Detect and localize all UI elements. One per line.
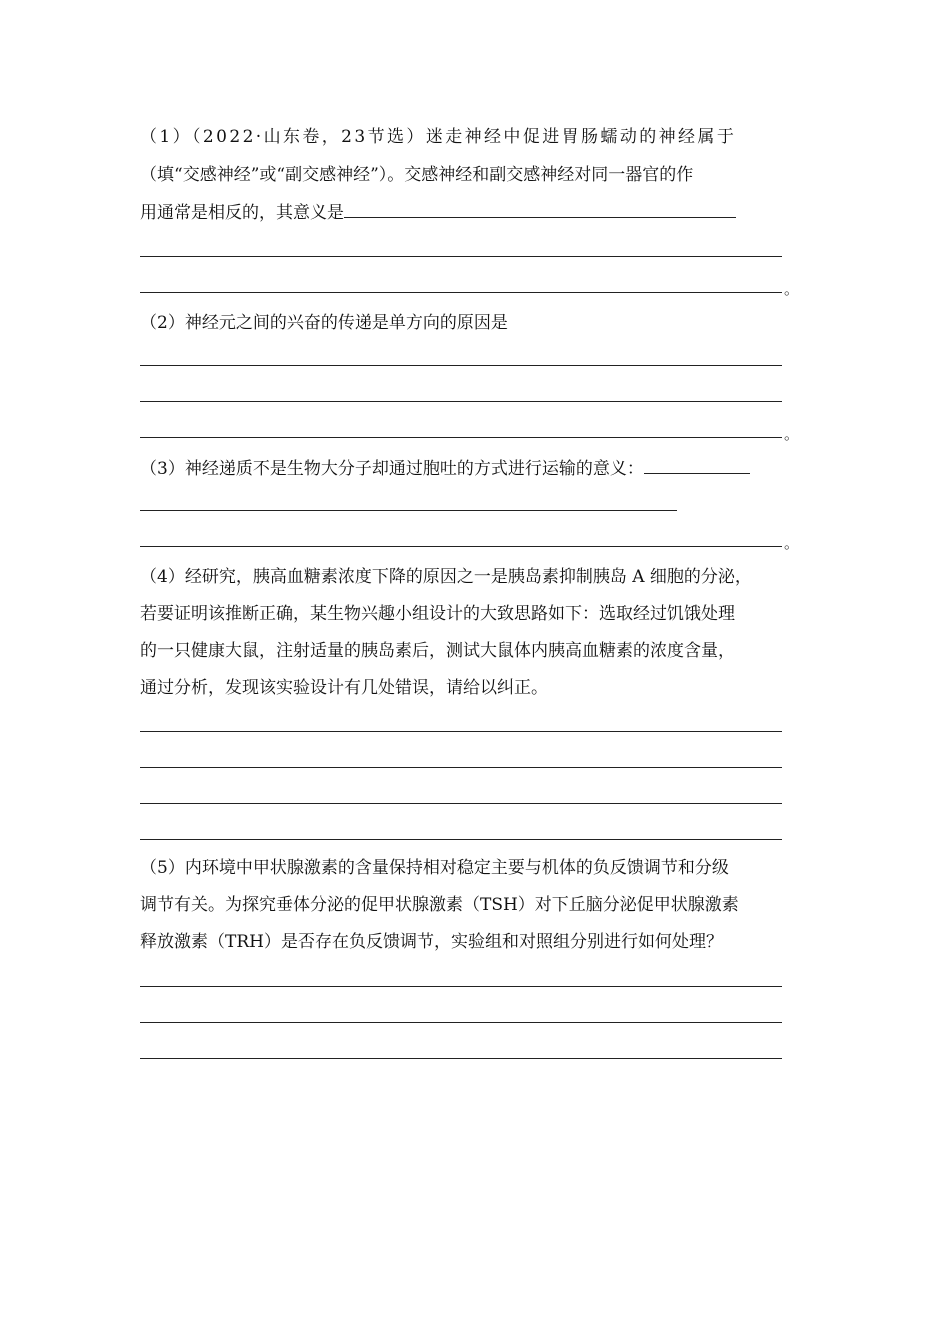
q2-end-mark: 。 <box>784 425 800 443</box>
q1-line-2: （填“交感神经”或“副交感神经”）。交感神经和副交感神经对同一器官的作 <box>140 165 694 185</box>
q5-answer-blank-3[interactable] <box>140 1058 782 1059</box>
q5-answer-blank-1[interactable] <box>140 986 782 987</box>
q4-line-4: 通过分析，发现该实验设计有几处错误，请给以纠正。 <box>140 678 548 698</box>
q2-answer-blank-1[interactable] <box>140 365 782 366</box>
q5-line-1: （5）内环境中甲状腺激素的含量保持相对稳定主要与机体的负反馈调节和分级 <box>140 858 729 878</box>
q5-line-3: 释放激素（TRH）是否存在负反馈调节，实验组和对照组分别进行如何处理？ <box>140 932 723 952</box>
q1-line-1: （1）（2022·山东卷，23节选）迷走神经中促进胃肠蠕动的神经属于 <box>140 127 737 147</box>
q4-line-2: 若要证明该推断正确，某生物兴趣小组设计的大致思路如下：选取经过饥饿处理 <box>140 604 735 624</box>
q5-answer-blank-2[interactable] <box>140 1022 782 1023</box>
q3-answer-blank-2[interactable] <box>140 546 782 547</box>
q4-answer-blank-2[interactable] <box>140 767 782 768</box>
q1-answer-blank-inline[interactable] <box>344 216 736 218</box>
q3-answer-blank-inline[interactable] <box>644 472 750 474</box>
q3-end-mark: 。 <box>784 534 800 552</box>
q5-line-2: 调节有关。为探究垂体分泌的促甲状腺激素（TSH）对下丘脑分泌促甲状腺激素 <box>140 895 739 915</box>
q4-answer-blank-1[interactable] <box>140 731 782 732</box>
q2-answer-blank-2[interactable] <box>140 401 782 402</box>
q2-line-1: （2）神经元之间的兴奋的传递是单方向的原因是 <box>140 313 508 333</box>
q3-answer-blank-1[interactable] <box>140 510 677 511</box>
q4-line-1: （4）经研究，胰高血糖素浓度下降的原因之一是胰岛素抑制胰岛 A 细胞的分泌， <box>140 567 752 587</box>
q3-line-1-text: （3）神经递质不是生物大分子却通过胞吐的方式进行运输的意义： <box>140 459 644 479</box>
q1-answer-blank-2[interactable] <box>140 292 782 293</box>
q1-answer-blank-1[interactable] <box>140 256 782 257</box>
q1-line-3-text: 用通常是相反的，其意义是 <box>140 203 344 223</box>
q4-answer-blank-4[interactable] <box>140 839 782 840</box>
q4-answer-blank-3[interactable] <box>140 803 782 804</box>
q1-end-mark: 。 <box>784 280 800 298</box>
q3-line-1 <box>140 458 750 480</box>
q1-line-3 <box>140 202 736 224</box>
q2-answer-blank-3[interactable] <box>140 437 782 438</box>
q4-line-3: 的一只健康大鼠，注射适量的胰岛素后，测试大鼠体内胰高血糖素的浓度含量， <box>140 641 735 661</box>
